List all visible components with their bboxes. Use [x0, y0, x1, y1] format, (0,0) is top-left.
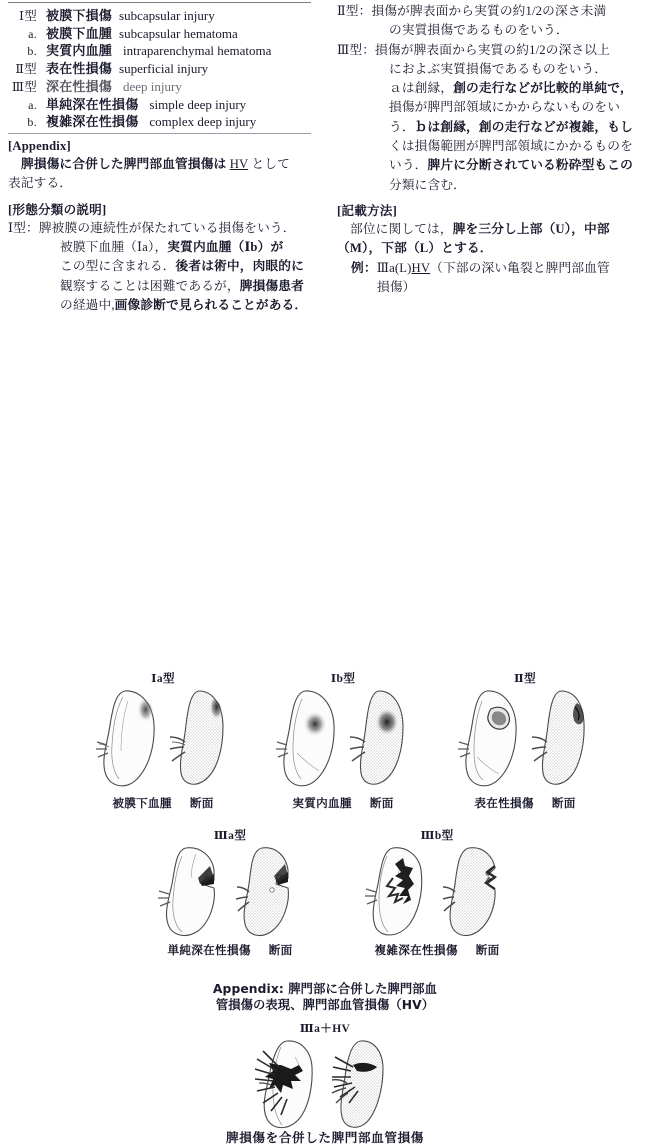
figure-caption-left: 単純深在性損傷 [167, 944, 251, 958]
row-type-label: a. [28, 27, 37, 42]
appendix-paragraph [8, 155, 311, 194]
left-column [0, 2, 325, 315]
hv-abbreviation: HV [229, 157, 249, 172]
figure-title: Ⅱ型 [514, 673, 536, 686]
figure-captions [352, 942, 522, 958]
type3-line-6: くは損傷範囲が脾門部領域にかかるものを [389, 139, 633, 154]
spleen-cross-section-icon [531, 687, 593, 792]
table-row [8, 113, 311, 130]
figure-caption-left: 被膜下血腫 [112, 797, 172, 811]
figure-caption-right: 断面 [475, 944, 500, 958]
table-row [8, 95, 311, 112]
type1-line-3b: 後者は術中，肉眼的に [175, 259, 304, 274]
type3-line-7b: 脾片に分断されている粉砕型もこの [427, 158, 633, 173]
type1-line-4b: 脾損傷患者 [239, 278, 304, 293]
type1-line-1: Ⅰ型：脾被膜の連続性が保たれている損傷をいう． [8, 220, 296, 235]
row-type-label: b. [27, 44, 37, 59]
figure-caption-left: 表在性損傷 [474, 797, 534, 811]
notation-line-2: （M），下部（L）とする． [337, 241, 493, 256]
spleen-illustration-group [88, 687, 238, 792]
figure-caption-right: 断面 [551, 797, 576, 811]
example-paragraph [337, 259, 640, 298]
row-english-term: simple deep injury [149, 96, 247, 112]
type3-line-8: 分類に含む． [389, 177, 467, 192]
notation-paragraph [337, 220, 640, 259]
row-japanese-term: 複雑深在性損傷 [46, 113, 139, 129]
type1-line-5b: 画像診断で見られることがある． [114, 297, 308, 312]
type1-line-5a: の経過中, [60, 297, 115, 312]
spleen-cross-section-icon [236, 844, 302, 939]
type2-description [337, 2, 640, 41]
spleen-cross-section-icon [349, 687, 411, 792]
row-japanese-term: 実質内血腫 [46, 43, 113, 59]
row-english-term: intraparenchymal hematoma [123, 43, 272, 59]
row-type-label: b. [27, 114, 37, 129]
appendix-text-end: 表記する． [8, 176, 73, 191]
type3-line-7a: いう． [389, 158, 428, 173]
type3-description [337, 41, 640, 195]
type3-line-5a: う． [389, 119, 415, 134]
type2-line-2: の実質損傷であるものをいう． [389, 23, 569, 38]
row-japanese-term: 被膜下損傷 [46, 8, 113, 24]
figure-caption-right: 断面 [189, 797, 214, 811]
figure-type-1b [268, 670, 418, 811]
appendix-caption-line-1: Appendix: 脾門部に合併した脾門部血 [212, 982, 438, 997]
table-row [8, 42, 311, 59]
row-type-label: Ⅲ型 [11, 79, 37, 94]
row-english-term: subcapsular injury [119, 8, 215, 24]
table-row [8, 60, 311, 78]
type3-line-5b: ｂは創縁，創の走行などが複雑，もし [414, 119, 633, 134]
table-row [8, 7, 311, 25]
bottom-figure-caption: 脾損傷を合併した脾門部血管損傷 [226, 1130, 424, 1146]
type3-line-3b: 創の走行などが比較的単純で， [453, 81, 633, 96]
spleen-illustration-group [145, 844, 315, 939]
appendix-figure-caption [175, 981, 475, 1013]
figure-title: Ⅲa型 [213, 830, 247, 843]
table-row [8, 78, 311, 96]
spleen-whole-icon [275, 687, 343, 792]
figure-title: Ⅰb型 [330, 673, 356, 686]
text-columns [0, 0, 650, 315]
figure-type-1a [88, 670, 238, 811]
appendix-text-lead: 脾損傷に合併した脾門部血管損傷は [21, 157, 230, 172]
type2-line-1: Ⅱ型：損傷が脾表面から実質の約1/2の深さ未満 [337, 4, 607, 18]
spleen-whole-icon [457, 687, 525, 792]
row-english-term: superficial injury [119, 60, 209, 76]
type3-line-4: 損傷が脾門部領域にかからないものをい [389, 100, 621, 115]
notation-heading: [記載方法] [337, 203, 397, 218]
example-code: Ⅲa(L) [376, 260, 412, 275]
spleen-whole-icon [95, 687, 163, 792]
spleen-whole-icon [158, 844, 230, 939]
row-japanese-term: 被膜下血腫 [46, 26, 113, 42]
example-description: （下部の深い亀裂と脾門部血管 [430, 260, 610, 275]
classification-table [8, 3, 311, 133]
figure-captions [450, 795, 600, 811]
row-type-label: Ⅰ型 [18, 9, 37, 24]
type1-line-2a: 被膜下血腫（Ⅰa）， [60, 240, 168, 255]
row-type-label: a. [28, 97, 37, 112]
notation-line-1b: 脾を三分し上部（U），中部 [452, 221, 610, 236]
spleen-cross-section-icon [443, 844, 509, 939]
morphology-heading: [形態分類の説明] [8, 202, 107, 217]
type3-line-2: におよぶ実質損傷であるものをいう． [389, 61, 608, 76]
row-type-label: Ⅱ型 [15, 61, 37, 76]
figure-type-3b [352, 827, 522, 958]
type1-line-2b: 実質内血腫（Ⅰb）が [167, 240, 284, 255]
figure-captions [88, 795, 238, 811]
figure-type-2 [450, 670, 600, 811]
figure-title: Ⅰa型 [151, 673, 175, 686]
figure-caption-left: 複雑深在性損傷 [374, 944, 458, 958]
figure-caption-right: 断面 [268, 944, 293, 958]
type3-line-3a: ａは創縁， [389, 81, 454, 96]
spleen-whole-hv-icon [255, 1037, 325, 1132]
spleen-cross-section-icon [169, 687, 231, 792]
figure-appendix-hv [250, 1020, 400, 1132]
row-english-term: deep injury [123, 78, 182, 94]
row-japanese-term: 表在性損傷 [46, 60, 113, 76]
figure-type-3a [145, 827, 315, 958]
row-english-term: subcapsular hematoma [119, 26, 238, 42]
row-japanese-term: 単純深在性損傷 [46, 96, 139, 112]
appendix-text-mid: として [248, 157, 290, 172]
spleen-illustration-group [450, 687, 600, 792]
appendix-caption-line-2: 管損傷の表現、脾門部血管損傷（HV） [215, 998, 435, 1013]
example-description-cont: 損傷） [377, 279, 416, 294]
spleen-whole-icon [365, 844, 437, 939]
row-english-term: complex deep injury [149, 113, 257, 129]
example-label: 例： [351, 260, 377, 275]
type1-description [8, 219, 311, 315]
type3-line-1: Ⅲ型：損傷が脾表面から実質の約1/2の深さ以上 [337, 42, 610, 57]
figure-captions [145, 942, 315, 958]
right-column [325, 2, 650, 315]
appendix-heading: [Appendix] [8, 139, 71, 154]
type1-line-4a: 観察することは困難であるが， [60, 278, 240, 293]
figure-captions [268, 795, 418, 811]
spleen-cross-section-hv-icon [331, 1037, 395, 1132]
figure-title: Ⅲb型 [420, 830, 454, 843]
table-row [8, 25, 311, 42]
example-hv-abbreviation: HV [411, 260, 431, 275]
type1-line-3a: この型に含まれる． [60, 259, 176, 274]
spleen-illustration-group [352, 844, 522, 939]
row-japanese-term: 深在性損傷 [46, 78, 113, 94]
figure-title: Ⅲa＋HV [299, 1023, 351, 1036]
figure-caption-left: 実質内血腫 [292, 797, 352, 811]
notation-line-1a: 部位に関しては， [350, 221, 453, 236]
spleen-illustration-group [250, 1037, 400, 1132]
spleen-illustration-group [268, 687, 418, 792]
figure-caption-right: 断面 [369, 797, 394, 811]
